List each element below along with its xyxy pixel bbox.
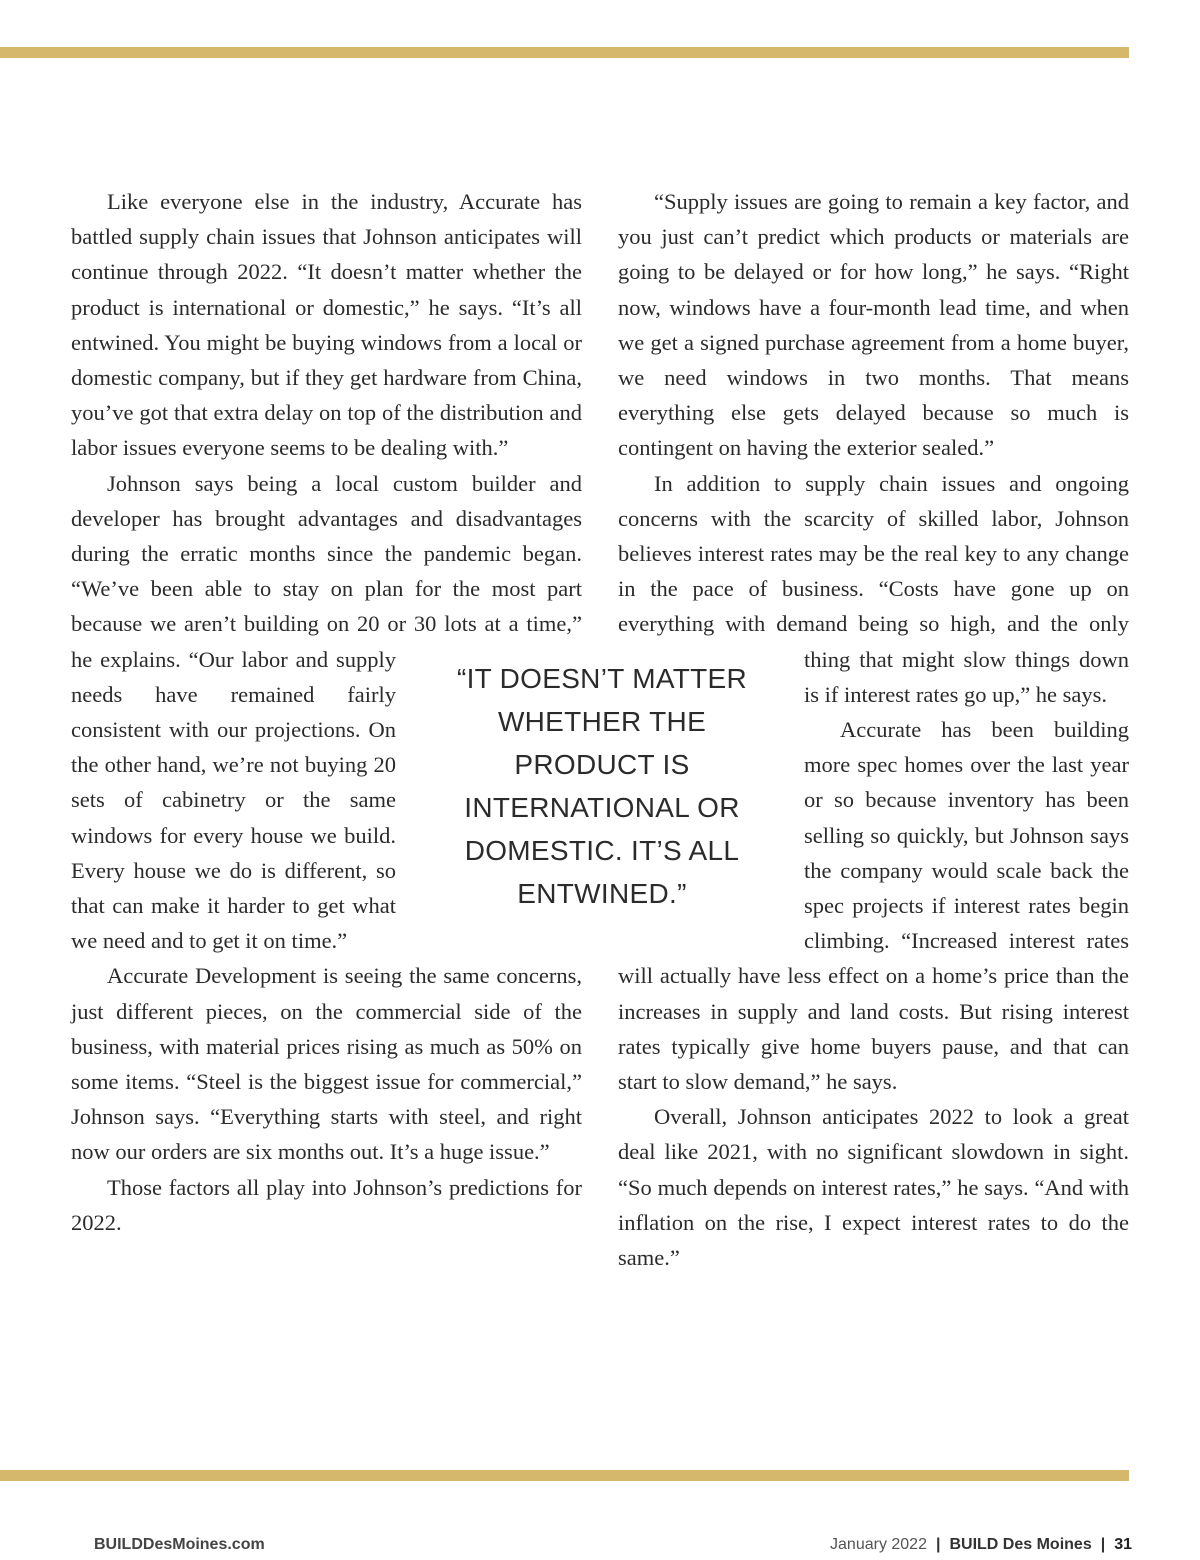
article-paragraph: Those factors all play into Johnson’s predictions for 2022. bbox=[71, 1174, 582, 1235]
article-paragraph: Overall, Johnson anticipates 2022 to look a great deal like 2021, with no significant slowdown in sight. “So much depends on interest rates,” he says. “And with inflation on the rise, I expect interest rates to do the same.” bbox=[618, 1104, 1129, 1271]
article-paragraph: Accurate has been building more spec homes over the last year or so because inventory has been selling so quickly, but Johnson says the company would scale back the spec projects if interest rates begin climbing. “Increased interest rates will actually have less effect on a home’s price than the increases in supply and land costs. But rising interest rates typically give home buyers pause, and that can start to slow demand,” he says. bbox=[618, 717, 1129, 1095]
article-paragraph: Like everyone else in the industry, Accurate has battled supply chain issues that Johnson anticipates will continue through 2022. “It doesn’t matter whether the product is international or domestic,” he says. “It’s all entwined. You might be buying windows from a local or domestic company, but if they get hardware from China, you’ve got that extra delay on top of the distribution and labor issues everyone seems to be dealing with.” bbox=[71, 189, 582, 461]
pull-quote: “IT DOESN’T MATTER WHETHER THE PRODUCT IS INTERNATIONAL OR DOMESTIC. IT’S ALL ENTWINED.” bbox=[456, 663, 748, 909]
article-paragraph: Johnson says being a local custom builder and developer has brought advantages and disadvantages during the erratic months since the pandemic began. “We’ve been able to stay on plan for the most part because we aren’t building on 20 or 30 lots at a time,” he explains. “Our labor and supply needs have remained fairly consistent with our projections. On the other hand, we’re not buying 20 sets of cabinetry or the same windows for every house we build. Every house we do is different, so that can make it harder to get what we need and to get it on time.” bbox=[71, 470, 582, 954]
bottom-rule bbox=[0, 1470, 1129, 1481]
article-paragraph: “Supply issues are going to remain a key factor, and you just can’t predict which products or materials are going to be delayed or for how long,” he says. “Right now, windows have a four-month lead time, and when we get a signed purchase agreement from a home buyer, we need windows in two months. That means everything else gets delayed because so much is contingent on having the exterior sealed.” bbox=[618, 189, 1129, 461]
article-paragraph: Accurate Development is seeing the same concerns, just different pieces, on the commercial side of the business, with material prices rising as much as 50% on some items. “Steel is the biggest issue for commercial,” Johnson says. “Everything starts with steel, and right now our orders are six months out. It’s a huge issue.” bbox=[71, 963, 582, 1165]
footer-magazine-name: BUILD Des Moines bbox=[949, 1536, 1092, 1553]
footer-separator: | bbox=[1100, 1536, 1106, 1553]
footer-issue-info bbox=[830, 1536, 1132, 1554]
top-rule bbox=[0, 47, 1129, 58]
page-number: 31 bbox=[1114, 1536, 1132, 1553]
footer-issue-date: January 2022 bbox=[830, 1536, 927, 1553]
page-footer bbox=[0, 1536, 1200, 1560]
footer-website: BUILDDesMoines.com bbox=[94, 1536, 265, 1553]
footer-separator: | bbox=[935, 1536, 941, 1553]
article-paragraph: In addition to supply chain issues and ongoing concerns with the scarcity of skilled labor, Johnson believes interest rates may be the real key to any change in the pace of business. “Costs have gone up on everything with demand being so high, and the only thing that might slow things down is if interest rates go up,” he says. bbox=[618, 470, 1129, 707]
